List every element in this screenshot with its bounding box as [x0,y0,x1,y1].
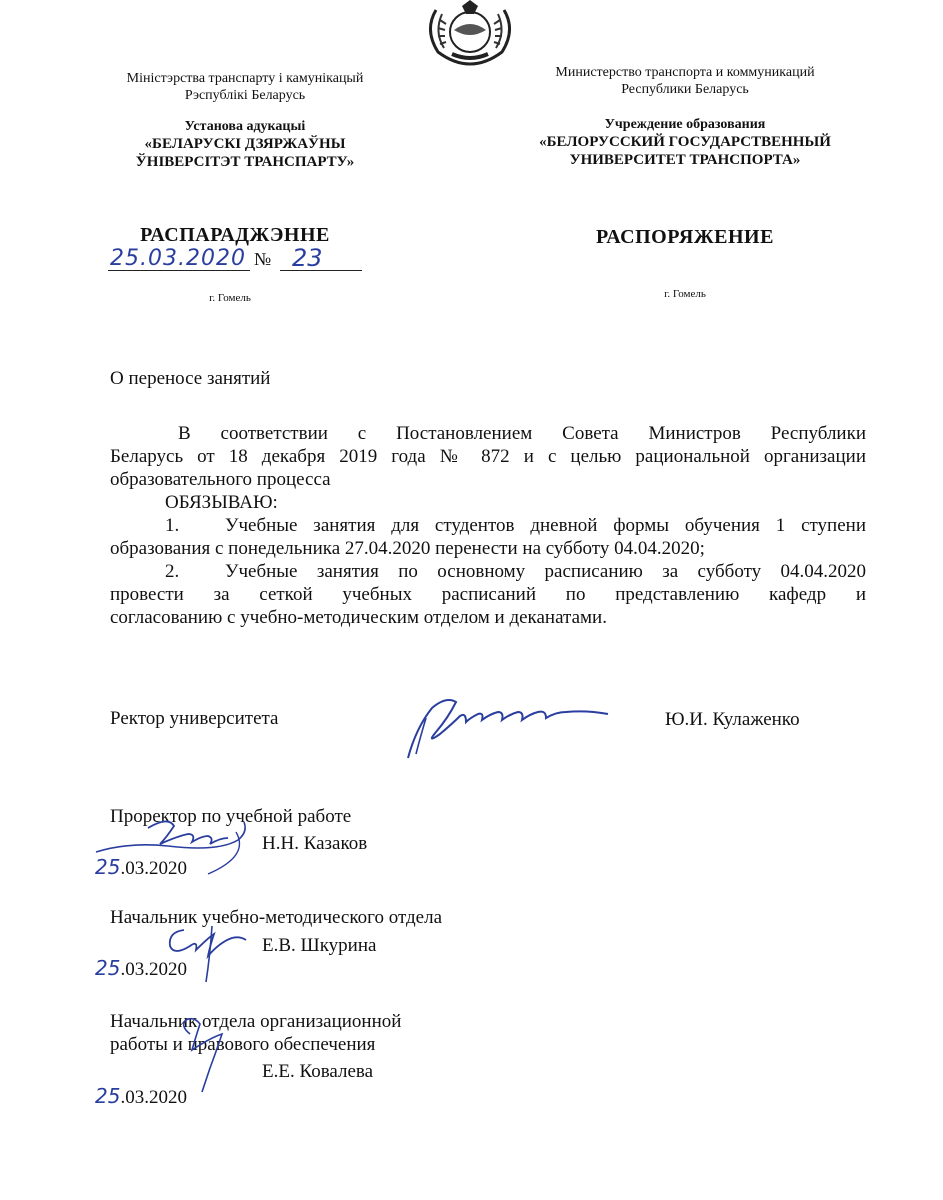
approval-name: Н.Н. Казаков [262,833,368,854]
header-right-ministry: Министерство транспорта и коммуникаций Республики Беларусь [555,65,815,97]
header-left-ministry: Міністэрства транспарту і камунікацый Рэспублікі Беларусь [126,71,364,103]
subject: О переносе занятий [110,368,271,389]
approval-position: Начальник учебно-методического отдела [110,907,443,928]
approval-position: Начальник отдела организационной работы и правового обеспечения [110,1011,402,1055]
header-right-doc-type: РАСПОРЯЖЕНИЕ [596,226,774,248]
signature-position: Ректор университета [110,708,279,729]
approval-day: 25 [95,855,121,879]
approval-signature [150,1016,260,1096]
approval-signature [88,812,258,882]
handwritten-date: 25.03.2020 [110,246,246,271]
list-item-line: образования с понедельника 27.04.2020 перенести на субботу 04.04.2020; [110,538,705,559]
header-left-doc-type: РАСПАРАДЖЭННЕ [140,224,330,246]
list-item-number: 1. [165,515,180,536]
approval-name: Е.В. Шкурина [262,935,377,956]
number-sign: № [254,249,272,269]
list-item-line: Учебные занятия для студентов дневной формы обучения 1 ступени [225,515,866,536]
header-right-institution: Учреждение образования «БЕЛОРУССКИЙ ГОСУДАРСТВЕННЫЙ УНИВЕРСИТЕТ ТРАНСПОРТА» [539,117,831,168]
list-item-number: 2. [165,561,180,582]
list-item [110,560,866,629]
approval-signature [150,916,260,986]
approval-date-rest: .03.2020 [120,1087,187,1108]
body-text [110,422,866,629]
belarus-emblem-icon [418,0,522,66]
header-left-institution: Установа адукацыі «БЕЛАРУСКІ ДЗЯРЖАЎНЫ ЎНІВЕРСІТЭТ ТРАНСПАРТУ» [135,119,355,170]
obligate: ОБЯЗЫВАЮ: [165,492,278,513]
list-item-line: Учебные занятия по основному расписанию за субботу 04.04.2020 [225,561,866,582]
header-right-city: г. Гомель [664,288,706,300]
intro-line1: В соответствии с Постановлением Совета Министров Республики [178,423,866,444]
rector-signature [396,688,616,768]
signature-name: Ю.И. Кулаженко [665,709,800,730]
list-item [110,514,866,560]
header-left-city: г. Гомель [209,292,251,304]
list-item-line: провести за сеткой учебных расписаний по представлению кафедр и [110,584,866,605]
date-number-line [108,244,368,274]
approval-date-rest: .03.2020 [120,858,187,879]
approval-day: 25 [95,1084,121,1108]
intro-line2: Беларусь от 18 декабря 2019 года № 872 и с целью рациональной организации [110,446,866,467]
approval-position: Проректор по учебной работе [110,806,352,827]
intro-line3: образовательного процесса [110,469,331,490]
approval-day: 25 [95,956,121,980]
approval-date-rest: .03.2020 [120,959,187,980]
list-item-line: согласованию с учебно-методическим отделом и деканатами. [110,607,607,628]
handwritten-number: 23 [292,244,323,272]
approval-name: Е.Е. Ковалева [262,1061,374,1082]
